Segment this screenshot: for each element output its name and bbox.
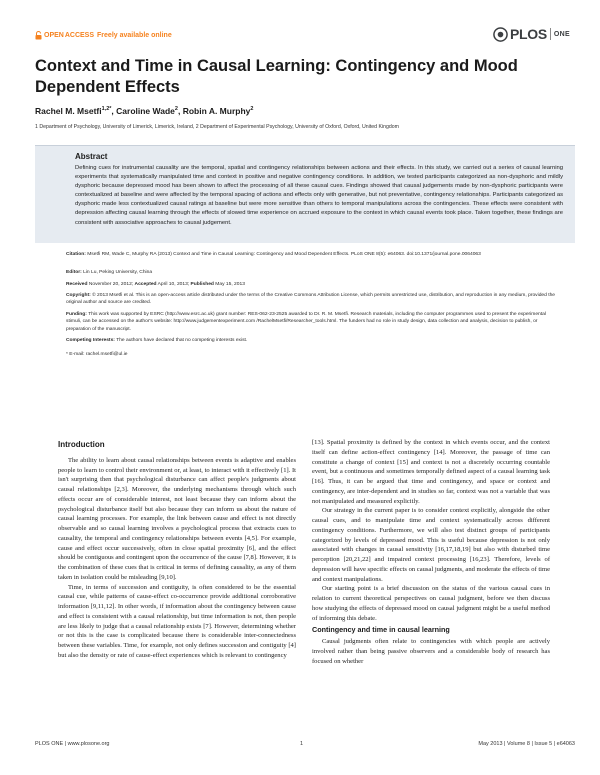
page-number: 1 xyxy=(300,741,304,747)
competing-interests xyxy=(66,337,556,344)
abstract-heading: Abstract xyxy=(75,152,108,161)
intro-heading: Introduction xyxy=(58,440,105,449)
paragraph: Our strategy in the current paper is to consider context explicitly, alongside the other causal cues, and to manipulate time and context systematically across different contingency conditions. Furthermore, we will also test distinct groups of participants categorized by levels of depressed mood. This is useful because depression is not only associated with changes in causal sensitivity [16,17,18,19] but also with disturbed time perception [20,21,22] and impaired context processing [16,23]. Therefore, levels of depression will have specific effects on causal judgments, and moderate the effects of time and context manipulations. xyxy=(312,507,550,583)
section-subheading: Contingency and time in causal learning xyxy=(312,625,450,635)
citation-label: Citation: xyxy=(66,252,86,257)
paragraph: Causal judgments often relate to contingencies with which people are actively involved rather than being passive observers and a considerable body of research has focused on whether xyxy=(312,638,550,665)
author-name: Caroline Wade xyxy=(116,106,175,116)
author-sup: 2 xyxy=(174,106,178,113)
interests-text: The authors have declared that no competing interests exist. xyxy=(116,338,248,343)
author-list xyxy=(35,106,253,116)
interests-label: Competing Interests: xyxy=(66,338,115,343)
published-label: Published xyxy=(190,282,214,287)
open-access-banner xyxy=(35,29,172,41)
accepted-label: Accepted xyxy=(134,282,157,287)
abstract-box xyxy=(35,145,575,243)
logo-divider xyxy=(550,28,551,40)
funding-label: Funding: xyxy=(66,312,87,317)
open-label: OPEN xyxy=(44,31,64,39)
funding-text: This work was supported by ESRC (http://www.esrc.ac.uk) grant number: RES-062-23-2525 awarded to Dr. R. M. Msetfi. Research materials, including the computer programmes used to present the experimental stimuli, can be accessed on the author's website: http://www.judgementexperiment.com /RachelMsetfi/Researcher_tools.html. The funders had no role in study design, data collection and analysis, decision to publish, or preparation of the manuscript. xyxy=(66,312,546,332)
plos-logo xyxy=(493,25,570,43)
open-lock-icon xyxy=(35,31,42,40)
paragraph: Time, in terms of succession and contiguity, is often considered to be the essential causal cue, while patterns of cause-effect co-occurrence provide additional corroborative information [9,11,12]. In other words, if information about the contingency between cause and effect is consistent with a causal relationship, but time information is not, then people are less likely to judge that a causal relationship exists [7]. However, determining whether or not this is the case is complicated because there is considerable inter-connectedness between these variables. Time, for example, not only defines succession and contiguity [4] but also the density or rate of cause-effect experiences which is relevant to contingency xyxy=(58,583,296,659)
email: * E-mail: rachel.msetfi@ul.ie xyxy=(66,352,128,357)
paragraph: Our starting point is a brief discussion on the status of the various causal cues in relation to current theoretical perspectives on causal judgment, before we then discuss how studying the effects of depressed mood on causal judgment might be a useful method of informing this debate. xyxy=(312,585,550,622)
abstract-text: Defining cues for instrumental causality are the temporal, spatial and contingency relationships between actions and their effects. In this study, we carried out a series of causal learning experiments that systematically manipulated time and context in positive and negative contingency conditions. In addition, we tested participants categorized as non-dysphoric and mildly dysphoric because depressed mood has been shown to affect the processing of all these causal cues. Findings showed that causal judgements made by non-dysphoric participants were contextualized at baseline and were affected by the temporal spacing of actions and effects only with generative, but not preventative, contingency relationships. Participants categorized as dysphoric made less contextualized causal ratings at baseline but were more sensitive than others to temporal manipulations across the contingencies. These effects were consistent with depression affecting causal learning through the effects of slowed time experience on accrued exposure to the context in which causal events took place. Taken together, these findings are consistent with associative approaches to causal judgement. xyxy=(75,165,563,226)
logo-name: PLOS xyxy=(510,26,547,42)
author-name: Rachel M. Msetfi xyxy=(35,106,102,116)
published-date: May 15, 2013 xyxy=(215,282,245,287)
copyright xyxy=(66,292,556,307)
accepted-date: April 10, 2013; xyxy=(157,282,190,287)
copyright-text: © 2013 Msetfi et al. This is an open-access article distributed under the terms of the Creative Commons Attribution License, which permits unrestricted use, distribution, and reproduction in any medium, provided the original author and source are credited. xyxy=(66,293,556,306)
author-sep: , xyxy=(177,106,181,116)
left-column xyxy=(58,440,296,661)
author-sup: 2 xyxy=(250,106,254,113)
access-label: ACCESS xyxy=(64,31,95,39)
funding xyxy=(66,311,556,333)
dates xyxy=(66,281,556,288)
received-label: Received xyxy=(66,282,88,287)
logo-suffix: ONE xyxy=(553,30,570,38)
paragraph: The ability to learn about causal relationships between events is adaptive and enables people to learn to control their environment or, at least, to interact with it effectively [1]. It isn't surprising then that psychological disturbance can affect people's judgments about causal relationships [2,3]. Moreover, the underlying mechanisms through which such effects occur are of considerable interest, not least because they can inform about the psychological disturbance itself but also because they can inform us about the nature of causal learning processes. For example, the link between cause and effect is not directly observable and so causal learning involves a psychological process that extracts cues to causality, the temporal and contingency relationships between events [4,5]. For example, cause and effect occur successively, often in close spatial proximity [6], and the effect should be contiguous and contingent upon the occurrence of the cause [7,8]. However, it is the combination of these cues that is critical in terms of defining causality, as any of them taken in isolation could be misleading [9,10]. xyxy=(58,456,296,581)
editor xyxy=(66,269,556,276)
right-column xyxy=(312,438,550,666)
free-label: Freely available online xyxy=(97,31,172,39)
citation xyxy=(66,251,556,258)
footer-journal: PLOS ONE | www.plosone.org xyxy=(35,741,110,747)
citation-text: Msetfi RM, Wade C, Murphy RA (2013) Context and Time in Causal Learning: Contingency and Mood Dependent Effects. PLoS ONE 8(5): e64063. doi:10.1371/journal.pone.0064063 xyxy=(87,252,481,257)
plos-logo-icon xyxy=(493,27,508,42)
page-footer xyxy=(35,741,575,753)
paragraph: [13]. Spatial proximity is defined by the context in which events occur, and the context itself can define action-effect contingency [14]. Moreover, the passage of time can constitute a change of context [15] and context is not a discretely occurring countable event, but a continuous and sometimes temporally defined aspect of a causal learning task [16]. Thus, it can be argued that time and contingency, and space or context and contingency, are inter-dependent and in studies so far, context was not a variable that was not manipulated and measured explicitly. xyxy=(312,439,550,505)
author-name: Robin A. Murphy xyxy=(182,106,251,116)
editor-label: Editor: xyxy=(66,270,82,275)
author-sup: 1,2* xyxy=(101,106,112,113)
article-title: Context and Time in Causal Learning: Contingency and Mood Dependent Effects xyxy=(35,57,518,96)
affiliations: 1 Department of Psychology, University of Limerick, Limerick, Ireland, 2 Department of Experimental Psychology, University of Oxford, Oxford, United Kingdom xyxy=(35,124,399,130)
copyright-label: Copyright: xyxy=(66,293,91,298)
footer-issue: May 2013 | Volume 8 | Issue 5 | e64063 xyxy=(478,741,575,747)
author-sep: , xyxy=(111,106,114,116)
editor-text: Lin Lu, Peking University, China xyxy=(83,270,153,275)
received-date: November 20, 2012; xyxy=(88,282,134,287)
